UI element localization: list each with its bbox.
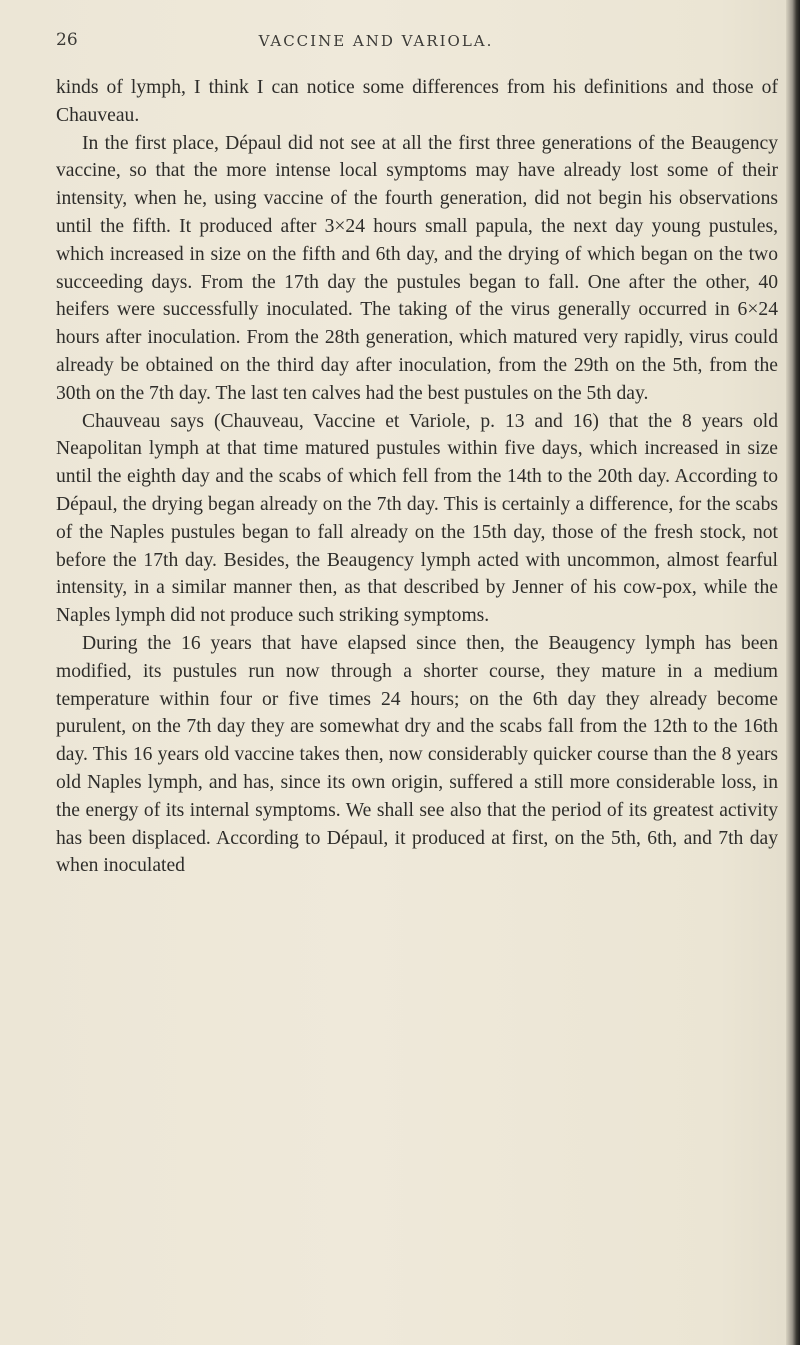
paragraph: Chauveau says (Chauveau, Vaccine et Variole, p. 13 and 16) that the 8 years old Neapolitan lymph at that time matured pustules within five days, which increased in size until the eighth day and the scabs of which fell from the 14th to the 20th day. According to Dépaul, the drying began already on the 7th day. This is certainly a difference, for the scabs of the Naples pustules began to fall already on the 15th day, those of the fresh stock, not before the 17th day. Besides, the Beaugency lymph acted with uncommon, almost fearful intensity, in a similar manner then, as that described by Jenner of his cow-pox, while the Naples lymph did not produce such striking symptoms. [56,410,778,627]
paragraph-continuation: kinds of lymph, I think I can notice some differences from his definitions and those of Chauveau. [56,77,778,126]
page-number: 26 [56,30,78,50]
paragraph: During the 16 years that have elapsed since then, the Beaugency lymph has been modified, its pustules run now through a shorter course, they mature in a medium temperature within four or five times 24 hours; on the 6th day they already become purulent, on the 7th day they are somewhat dry and the scabs fall from the 12th to the 16th day. This 16 years old vaccine takes then, now considerably quicker course than the 8 years old Naples lymph, and has, since its own origin, suffered a still more considerable loss, in the energy of its internal symptoms. We shall see also that the period of its greatest activity has been displaced. According to Dépaul, it produced at first, on the 5th, 6th, and 7th day when inoculated [56,632,778,877]
running-title: VACCINE AND VARIOLA. [258,32,494,50]
body-text [56,74,778,880]
page-edge-shadow [786,0,800,1345]
paragraph: In the first place, Dépaul did not see at all the first three generations of the Beaugency vaccine, so that the more intense local symptoms may have already lost some of their intensity, when he, using vaccine of the fourth generation, did not begin his observations until the fifth. It produced after 3×24 hours small papula, the next day young pustules, which increased in size on the fifth and 6th day, and the drying of which began on the two succeeding days. From the 17th day the pustules began to fall. One after the other, 40 heifers were successfully inoculated. The taking of the virus generally occurred in 6×24 hours after inoculation. From the 28th generation, which matured very rapidly, virus could already be obtained on the third day after inoculation, from the 29th on the 5th, from the 30th on the 7th day. The last ten calves had the best pustules on the 5th day. [56,132,778,404]
page-header [56,30,780,60]
